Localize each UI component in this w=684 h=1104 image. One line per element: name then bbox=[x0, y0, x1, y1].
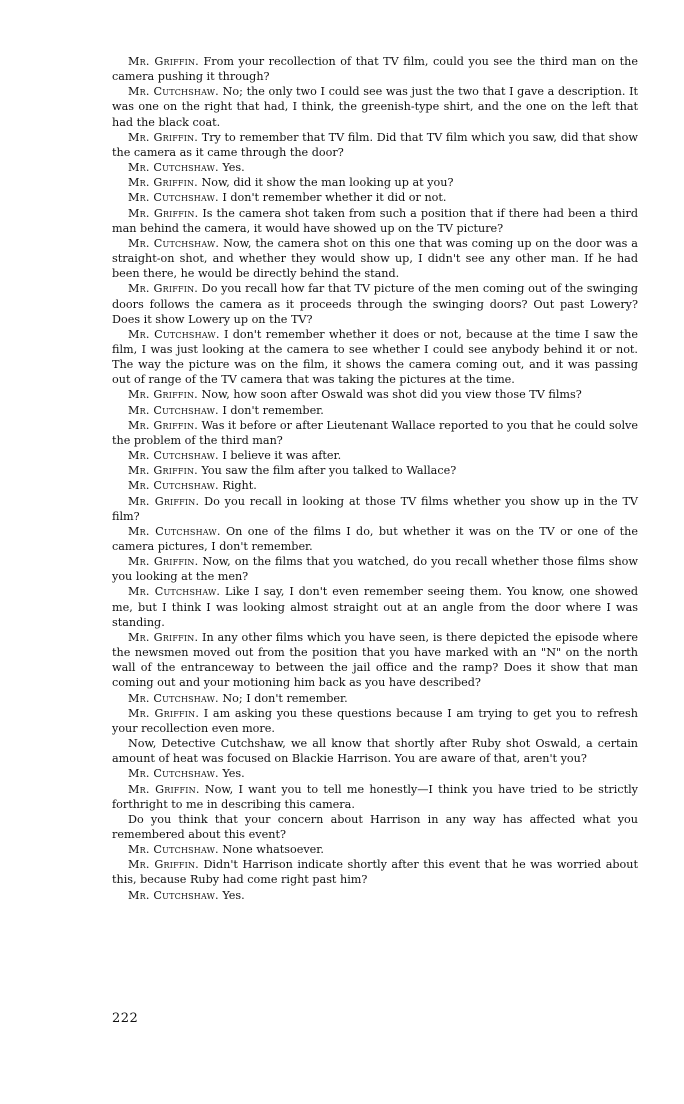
paragraph-text: I don't remember. bbox=[222, 403, 324, 417]
speaker-label: Mr. Cutchshaw. bbox=[128, 691, 219, 705]
speaker-label: Mr. Cutchshaw. bbox=[128, 585, 221, 599]
paragraph-text: Was it before or after Lieutenant Wallace reported to you that he could solve the problem of the third man? bbox=[112, 418, 638, 447]
testimony-paragraph bbox=[112, 130, 638, 160]
testimony-paragraph bbox=[112, 236, 638, 281]
paragraph-text: Now, Detective Cutchshaw, we all know that shortly after Ruby shot Oswald, a certain amount of heat was focused on Blackie Harrison. You are aware of that, aren't you? bbox=[112, 737, 638, 766]
testimony-paragraph bbox=[112, 812, 638, 842]
speaker-label: Mr. Griffin. bbox=[128, 55, 199, 68]
testimony-paragraph bbox=[112, 584, 638, 629]
speaker-label: Mr. Griffin. bbox=[128, 206, 199, 220]
paragraph-text: Now, how soon after Oswald was shot did you view those TV films? bbox=[201, 388, 582, 402]
speaker-label: Mr. Cutchshaw. bbox=[128, 236, 220, 250]
testimony-paragraph bbox=[112, 857, 638, 887]
paragraph-text: Do you think that your concern about Harrison in any way has affected what you remembered about this event? bbox=[112, 812, 638, 841]
testimony-paragraph bbox=[112, 54, 638, 84]
speaker-label: Mr. Griffin. bbox=[128, 630, 199, 644]
paragraph-text: I am asking you these questions because I am trying to get you to refresh your recollection even more. bbox=[112, 706, 638, 735]
testimony-paragraph bbox=[112, 888, 638, 903]
speaker-label: Mr. Griffin. bbox=[128, 418, 198, 432]
speaker-label: Mr. Cutchshaw. bbox=[128, 767, 219, 781]
paragraph-text: Right. bbox=[222, 479, 257, 493]
paragraph-text: You saw the film after you talked to Wallace? bbox=[201, 464, 457, 478]
page-number: 222 bbox=[112, 1011, 139, 1026]
testimony-paragraph bbox=[112, 160, 638, 175]
testimony-paragraph bbox=[112, 327, 638, 388]
testimony-paragraph bbox=[112, 281, 638, 326]
paragraph-text: Didn't Harrison indicate shortly after this event that he was worried about this, because Ruby had come right past him? bbox=[112, 858, 638, 887]
testimony-paragraph bbox=[112, 766, 638, 781]
testimony-paragraph bbox=[112, 175, 638, 190]
testimony-text bbox=[112, 54, 638, 903]
speaker-label: Mr. Cutchshaw. bbox=[128, 161, 219, 175]
testimony-paragraph bbox=[112, 190, 638, 205]
speaker-label: Mr. Cutchshaw. bbox=[128, 524, 221, 538]
testimony-paragraph bbox=[112, 524, 638, 554]
testimony-paragraph bbox=[112, 706, 638, 736]
speaker-label: Mr. Cutchshaw. bbox=[128, 888, 219, 902]
paragraph-text: No; I don't remember. bbox=[222, 691, 348, 705]
paragraph-text: Try to remember that TV film. Did that TV film which you saw, did that show the camera as it came through the door? bbox=[112, 130, 638, 159]
paragraph-text: I don't remember whether it did or not. bbox=[222, 191, 447, 205]
testimony-paragraph bbox=[112, 418, 638, 448]
testimony-paragraph bbox=[112, 630, 638, 691]
paragraph-text: Yes. bbox=[222, 767, 245, 781]
testimony-paragraph bbox=[112, 448, 638, 463]
speaker-label: Mr. Cutchshaw. bbox=[128, 843, 219, 857]
paragraph-text: Yes. bbox=[222, 888, 245, 902]
testimony-paragraph bbox=[112, 478, 638, 493]
testimony-paragraph bbox=[112, 387, 638, 402]
speaker-label: Mr. Griffin. bbox=[128, 706, 200, 720]
paragraph-text: Like I say, I don't even remember seeing them. You know, one showed me, but I think I was looking almost straight out at an angle from the door where I was standing. bbox=[112, 585, 638, 629]
speaker-label: Mr. Cutchshaw. bbox=[128, 479, 219, 493]
testimony-paragraph bbox=[112, 206, 638, 236]
paragraph-text: I believe it was after. bbox=[222, 449, 342, 463]
testimony-paragraph bbox=[112, 494, 638, 524]
paragraph-text: In any other films which you have seen, is there depicted the episode where the newsmen moved out from the position that you have marked with an "N" on the north wall of the entranceway to between the jail office and the ramp? Does it show that man coming out and your motioning him back as you have described? bbox=[112, 630, 638, 690]
speaker-label: Mr. Cutchshaw. bbox=[128, 85, 219, 99]
testimony-paragraph bbox=[112, 736, 638, 766]
speaker-label: Mr. Griffin. bbox=[128, 130, 199, 144]
paragraph-text: On one of the films I do, but whether it was on the TV or one of the camera pictures, I don't remember. bbox=[112, 524, 638, 553]
paragraph-text: Do you recall how far that TV picture of the men coming out of the swinging doors follows the camera as it proceeds through the swinging doors? Out past Lowery? Does it show Lowery up on the TV? bbox=[112, 282, 639, 326]
testimony-paragraph bbox=[112, 691, 638, 706]
speaker-label: Mr. Cutchshaw. bbox=[128, 449, 219, 463]
speaker-label: Mr. Griffin. bbox=[128, 388, 198, 402]
speaker-label: Mr. Griffin. bbox=[128, 782, 200, 796]
speaker-label: Mr. Cutchshaw. bbox=[128, 403, 219, 417]
paragraph-text: From your recollection of that TV film, could you see the third man on the camera pushing it through? bbox=[112, 55, 638, 84]
paragraph-text: Now, the camera shot on this one that was coming up on the door was a straight-on shot, and whether they would show up, I didn't see any other man. If he had been there, he would be directly behind the stand. bbox=[112, 236, 638, 281]
testimony-paragraph bbox=[112, 463, 638, 478]
speaker-label: Mr. Griffin. bbox=[128, 858, 199, 872]
speaker-label: Mr. Griffin. bbox=[128, 176, 198, 190]
testimony-paragraph bbox=[112, 554, 638, 584]
paragraph-text: No; the only two I could see was just the two that I gave a description. It was one on the right that had, I think, the greenish-type shirt, and the one on the left that had the black coat. bbox=[112, 85, 638, 129]
speaker-label: Mr. Cutchshaw. bbox=[128, 327, 220, 341]
paragraph-text: Now, on the films that you watched, do you recall whether those films show you looking at the men? bbox=[112, 555, 638, 584]
testimony-paragraph bbox=[112, 84, 638, 129]
paragraph-text: Now, I want you to tell me honestly—I think you have tried to be strictly forthright to me in describing this camera. bbox=[112, 782, 638, 811]
speaker-label: Mr. Griffin. bbox=[128, 464, 198, 478]
paragraph-text: I don't remember whether it does or not, because at the time I saw the film, I was just looking at the camera to see whether I could see anybody behind it or not. The way the picture was on the film, it shows the camera coming out, and it was passing out of range of the TV camera that was taking the pictures at the time. bbox=[112, 327, 638, 387]
paragraph-text: None whatsoever. bbox=[222, 843, 324, 857]
paragraph-text: Do you recall in looking at those TV films whether you show up in the TV film? bbox=[112, 494, 638, 523]
paragraph-text: Now, did it show the man looking up at you? bbox=[201, 176, 454, 190]
testimony-paragraph bbox=[112, 782, 638, 812]
paragraph-text: Is the camera shot taken from such a position that if there had been a third man behind the camera, it would have showed up on the TV picture? bbox=[112, 206, 638, 235]
testimony-paragraph bbox=[112, 403, 638, 418]
paragraph-text: Yes. bbox=[222, 161, 245, 175]
speaker-label: Mr. Griffin. bbox=[128, 282, 199, 296]
speaker-label: Mr. Griffin. bbox=[128, 494, 200, 508]
testimony-paragraph bbox=[112, 842, 638, 857]
speaker-label: Mr. Griffin. bbox=[128, 555, 199, 569]
speaker-label: Mr. Cutchshaw. bbox=[128, 191, 219, 205]
